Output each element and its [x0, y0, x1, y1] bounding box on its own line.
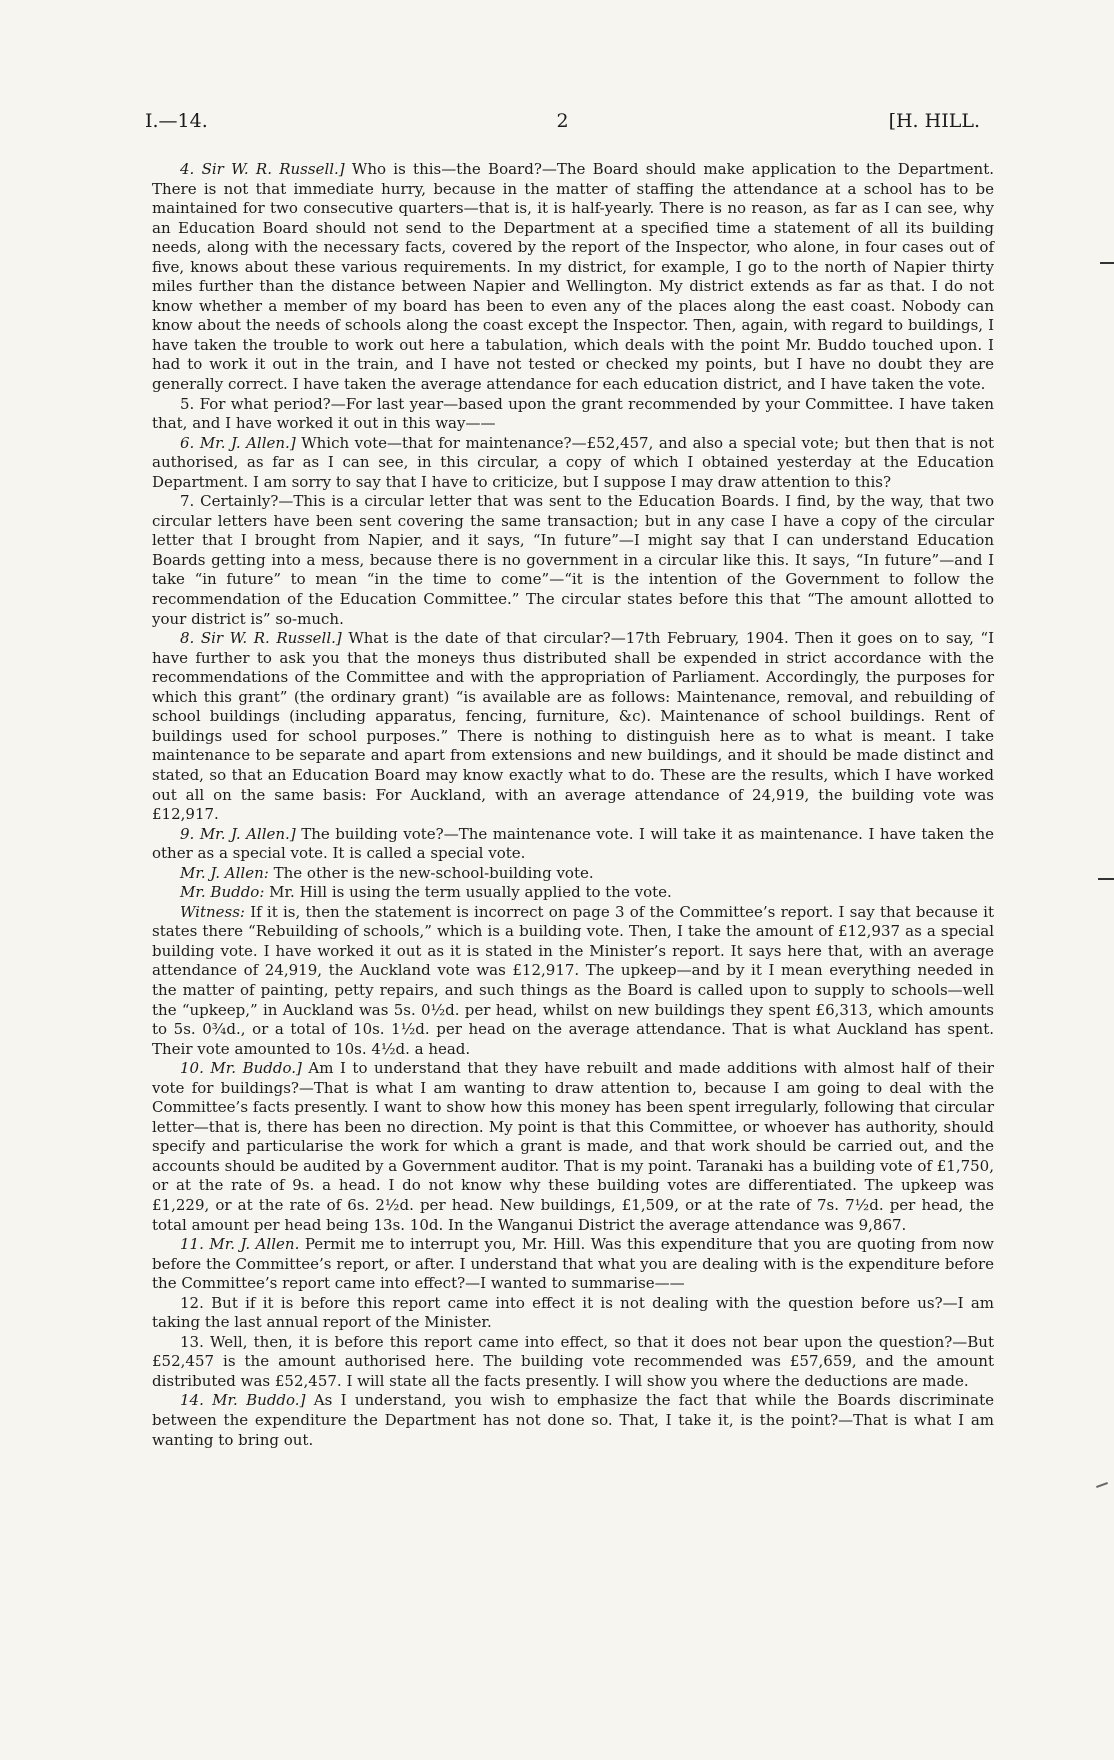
- paragraph-text: What is the date of that circular?—17th February, 1904. Then it goes on to say, “I have further to ask you that the moneys thus distributed shall be expended in strict accordance with the recommendations of the Committee and with the appropriation of Parliament. Accordingly, the purposes for which this grant” (the ordinary grant) “is available are as follows: Maintenance, removal, and rebuilding of school buildings (including apparatus, fencing, furniture, &c). Maintenance of school buildings. Rent of buildings used for school purposes.” There is nothing to distinguish here as to what is meant. I take maintenance to be separate and apart from extensions and new buildings, and it should be made distinct and stated, so that an Education Board may know exactly what to do. These are the results, which I have worked out all on the same basis: For Auckland, with an average attendance of 24,919, the building vote was £12,917.: [152, 629, 995, 824]
- margin-mark: [1098, 878, 1114, 880]
- page-number: 2: [556, 110, 569, 132]
- paragraph: [152, 1235, 994, 1294]
- paragraph-text: Mr. Hill is using the term usually applied to the vote.: [264, 883, 672, 902]
- speaker: 10. Mr. Buddo.]: [180, 1059, 302, 1078]
- paragraph-text: Which vote—that for maintenance?—£52,457, and also a special vote; but then that is not authorised, as far as I can see, in this circular, a copy of which I obtained yesterday at the Education Department. I am sorry to say that I have to criticize, but I suppose I may draw attention to this?: [152, 433, 995, 491]
- paragraph-text: As I understand, you wish to emphasize the fact that while the Boards discriminate between the expenditure the Department has not done so. That, I take it, is the point?—That is what I am wanting to bring out.: [152, 1391, 994, 1449]
- margin-mark: [1100, 262, 1114, 264]
- witness-name: [H. HILL.: [888, 110, 980, 132]
- paragraph-text: Am I to understand that they have rebuilt and made additions with almost half of their vote for buildings?—That is what I am wanting to draw attention to, because I am going to deal with the Committee’s facts presently. I want to show how this money has been spent irregularly, following that circular letter—that is, there has been no direction. My point is that this Committee, or whoever has authority, should specify and particularise the work for which a grant is made, and that work should be carried out, and the accounts should be audited by a Government auditor. That is my point. Taranaki has a building vote of £1,750, or at the rate of 9s. a head. I do not know why these building votes are differentiated. The upkeep was £1,229, or at the rate of 6s. 2½d. per head. New buildings, £1,509, or at the rate of 7s. 7½d. per head, the total amount per head being 13s. 10d. In the Wanganui District the average attendance was 9,867.: [152, 1059, 994, 1234]
- paragraph-text: 12. But if it is before this report came into effect it is not dealing with the question before us?—I am taking the last annual report of the Minister.: [152, 1293, 994, 1332]
- paragraph: [152, 434, 994, 493]
- paragraph: [152, 160, 994, 395]
- paragraph: [152, 1059, 994, 1235]
- speaker: 9. Mr. J. Allen.]: [180, 824, 296, 843]
- paragraph-text: The building vote?—The maintenance vote. I will take it as maintenance. I have taken the other as a special vote. It is called a special vote.: [152, 824, 994, 863]
- paragraph-text: If it is, then the statement is incorrect on page 3 of the Committee’s report. I say that because it states there “Rebuilding of schools,” which is a building vote. Then, I take the amount of £12,937 as a special building vote. I have worked it out as it is stated in the Minister’s report. It says here that, with an average attendance of 24,919, the Auckland vote was £12,917. The upkeep—and by it I mean everything needed in the matter of painting, petty repairs, and such things as the Board is called upon to supply to schools—well the “upkeep,” in Auckland was 5s. 0½d. per head, whilst on new buildings they spent £6,313, which amounts to 5s. 0¾d., or a total of 10s. 1½d. per head on the average attendance. That is what Auckland has spent. Their vote amounted to 10s. 4½d. a head.: [152, 902, 994, 1058]
- paragraph-text: 5. For what period?—For last year—based upon the grant recommended by your Committee. I have taken that, and I have worked it out in this way——: [152, 394, 994, 433]
- paragraph: [152, 864, 994, 884]
- speaker: 11. Mr. J. Allen.: [180, 1235, 300, 1254]
- paragraph-text: 13. Well, then, it is before this report came into effect, so that it does not bear upon the question?—But £52,457 is the amount authorised here. The building vote recommended was £57,659, and the amount distributed was £52,457. I will state all the facts presently. I will show you where the deductions are made.: [152, 1332, 994, 1390]
- paper-reference: I.—14.: [145, 110, 208, 132]
- paragraph-text: Permit me to interrupt you, Mr. Hill. Was this expenditure that you are quoting from now before the Committee’s report, or after. I understand that what you are dealing with is the expenditure before the Committee’s report came into effect?—I wanted to summarise——: [152, 1235, 994, 1293]
- document-body: [152, 160, 994, 1450]
- paragraph-text: The other is the new-school-building vote.: [268, 863, 594, 882]
- paragraph: [152, 825, 994, 864]
- paragraph: [152, 395, 994, 434]
- speaker: 14. Mr. Buddo.]: [180, 1391, 306, 1410]
- margin-mark: [1096, 1482, 1108, 1488]
- paragraph: [152, 492, 994, 629]
- speaker: 8. Sir W. R. Russell.]: [180, 629, 342, 648]
- paragraph: [152, 1333, 994, 1392]
- speaker: Witness:: [180, 902, 245, 921]
- paragraph-text: Who is this—the Board?—The Board should make application to the Department. There is not that immediate hurry, because in the matter of staffing the attendance at a school has to be maintained for two consecutive quarters—that is, it is half-yearly. There is no reason, as far as I can see, why an Education Board should not send to the Department at a specified time a statement of all its building needs, along with the necessary facts, covered by the report of the Inspector, who alone, in four cases out of five, knows about these various requirements. In my district, for example, I go to the north of Napier thirty miles further than the distance between Napier and Wellington. My district extends as far as that. I do not know whether a member of my board has been to even any of the places along the east coast. Nobody can know about the needs of schools along the coast except the Inspector. Then, again, with regard to buildings, I have taken the trouble to work out here a tabulation, which deals with the point Mr. Buddo touched upon. I had to work it out in the train, and I have not tested or checked my points, but I have no doubt they are generally correct. I have taken the average attendance for each education district, and I have taken the vote.: [152, 160, 995, 394]
- speaker: Mr. J. Allen:: [180, 863, 269, 882]
- speaker: Mr. Buddo:: [180, 883, 265, 902]
- paragraph: [152, 883, 994, 903]
- paragraph: [152, 629, 994, 824]
- paragraph: [152, 903, 994, 1059]
- speaker: 4. Sir W. R. Russell.]: [180, 160, 345, 178]
- page-header: [145, 110, 980, 140]
- paragraph-text: 7. Certainly?—This is a circular letter that was sent to the Education Boards. I find, by the way, that two circular letters have been sent covering the same transaction; but in any case I have a copy of the circular letter that I brought from Napier, and it says, “In future”—I might say that I can understand Education Boards getting into a mess, because there is no government in a circular like this. It says, “In future”—and I take “in future” to mean “in the time to come”—“it is the intention of the Government to follow the recommendation of the Education Committee.” The circular states before this that “The amount allotted to your district is” so-much.: [152, 492, 994, 628]
- paragraph: [152, 1391, 994, 1450]
- paragraph: [152, 1294, 994, 1333]
- speaker: 6. Mr. J. Allen.]: [180, 433, 296, 452]
